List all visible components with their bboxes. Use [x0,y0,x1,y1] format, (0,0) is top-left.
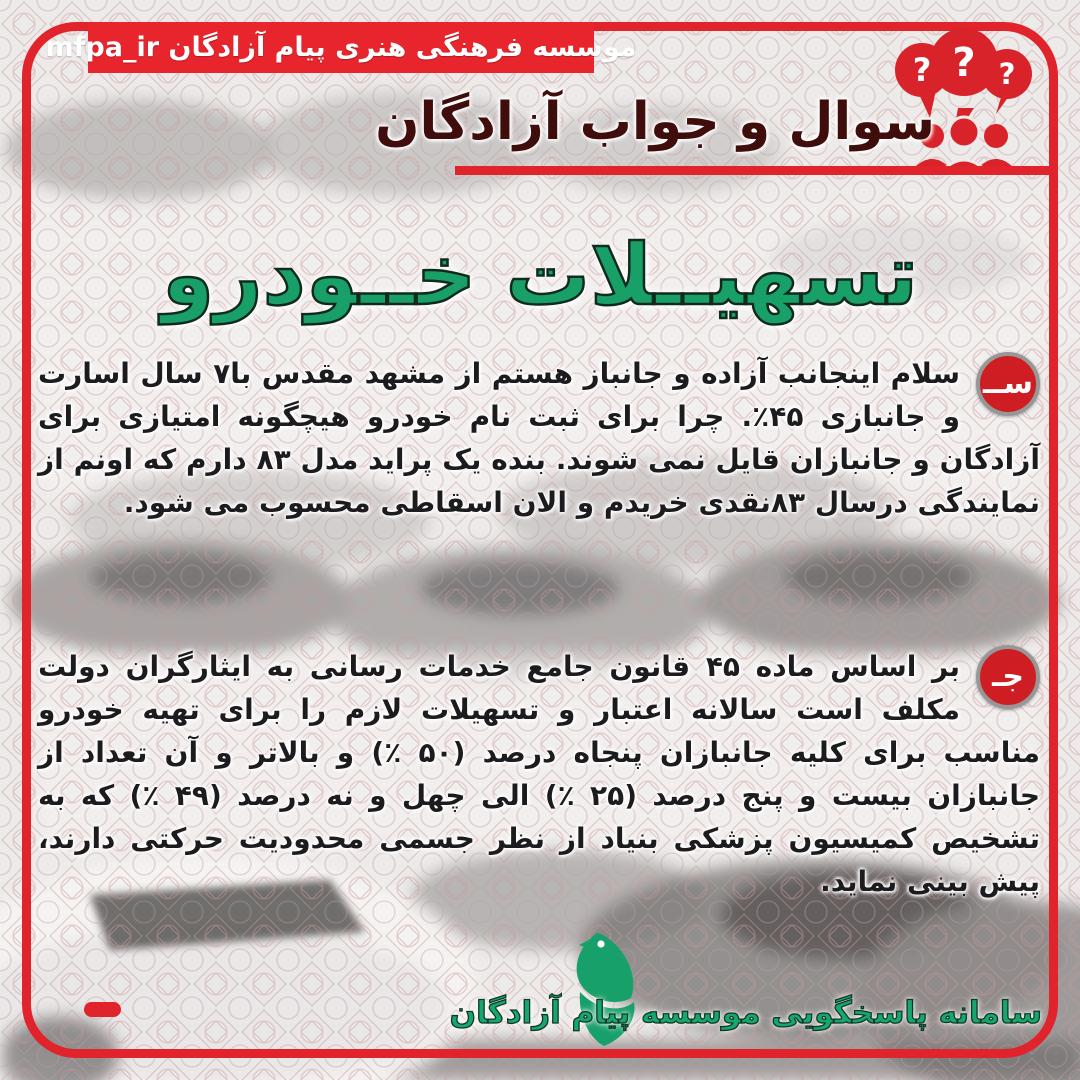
answer-badge: جـ [976,645,1040,709]
answer-text: بر اساس ماده ۴۵ قانون جامع خدمات رسانی به ایثارگران دولت مکلف است سالانه اعتبار و تسهیلات لازم را برای تهیه خودرو مناسب برای کلیه جانبازان پنجاه درصد (۵۰ ٪) و بالاتر و آن تعداد از جانبازان بیست و پنج درصد (۲۵ ٪) الی چهل و نه درصد (۴۹ ٪) که به تشخیص کمیسیون پزشکی بنیاد از نظر جسمی محدودیت حرکتی دارند، پیش بینی نماید. [38,650,1041,898]
answer-block [38,645,1040,903]
subject-title: تسهیــلات خــودرو [162,226,918,324]
question-mark-icon: ? [912,51,932,89]
question-block [38,352,1040,524]
question-badge: ســ [976,352,1040,416]
institute-banner-text: موسسه فرهنگی هنری پیام آزادگان mfpa_ir [45,32,637,63]
question-mark-icon: ? [952,40,976,86]
page-title: سوال و جواب آزادگان [375,92,935,152]
red-dash-mark [84,1002,121,1017]
bird-logo [563,930,649,1050]
institute-banner [45,22,637,73]
footer-caption: سامانه پاسخگویی موسسه پیام آزادگان [449,995,1042,1031]
question-mark-icon: ? [998,57,1016,91]
bird-eye [597,940,604,947]
question-text: سلام اینجانب آزاده و جانباز هستم از مشهد مقدس با۷ سال اسارت و جانبازی ۴۵٪. چرا برای ثبت نام خودرو هیچگونه امتیازی برای آزادگان و جانبازان قایل نمی شوند. بنده یک پراید مدل ۸۳ دارم که اونم از نمایندگی درسال ۸۳نقدی خریدم و الان اسقاطی محسوب می شود. [38,357,1040,519]
title-underline [455,166,1053,175]
